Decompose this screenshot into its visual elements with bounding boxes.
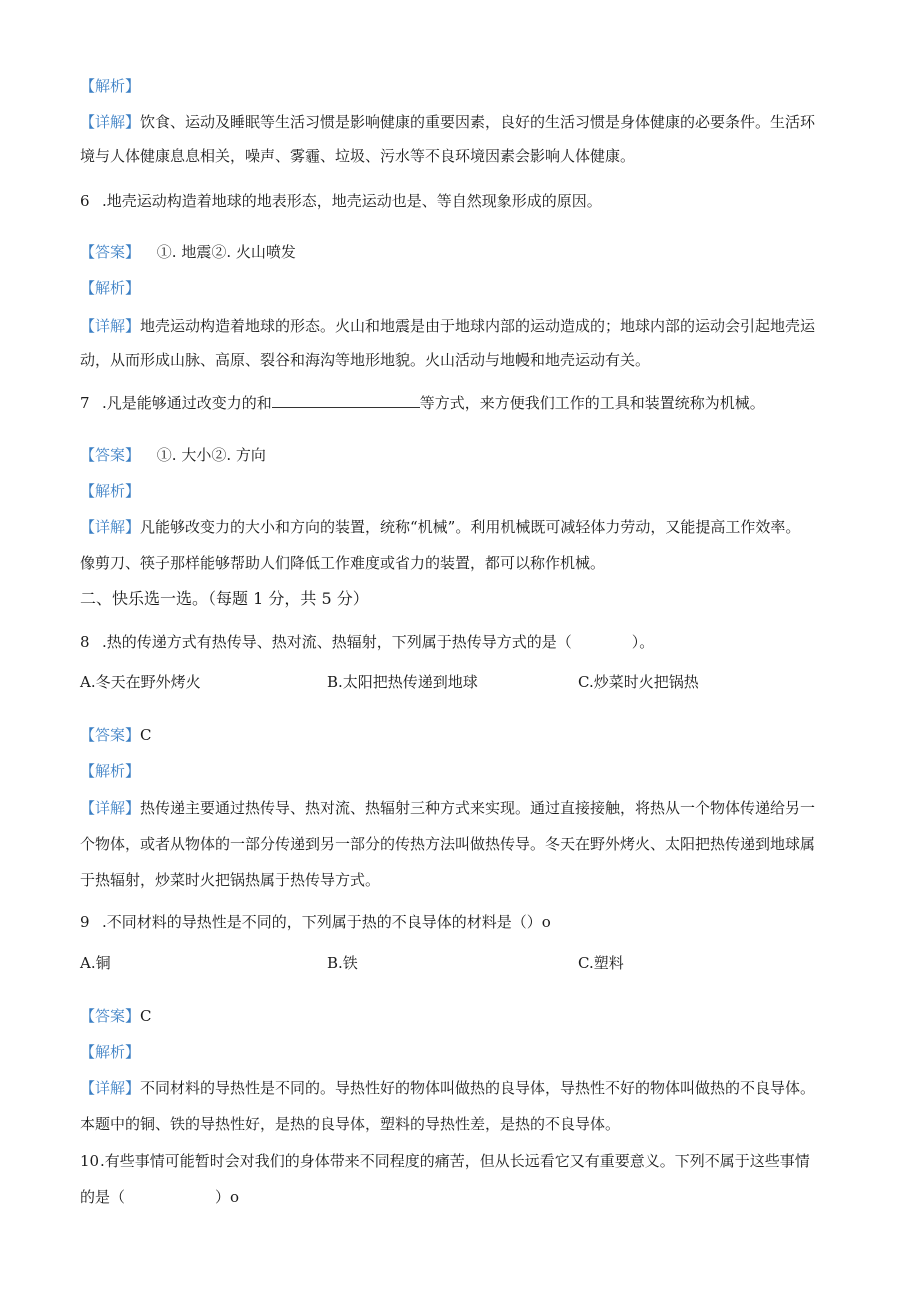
- option-a: A.冬天在野外烤火: [80, 673, 201, 691]
- section-heading: 二、快乐选一选。（每题 1 分，共 5 分）: [80, 589, 369, 608]
- question-7: [80, 393, 765, 413]
- detail-text-continued: 个物体，或者从物体的一部分传递到另一部分的传热方法叫做热传导。冬天在野外烤火、太阳把热传递到地球属: [80, 835, 816, 853]
- detail-text-continued: 于热辐射，炒菜时火把锅热属于热传导方式。: [80, 871, 381, 889]
- analysis-heading: [80, 1042, 140, 1062]
- answer-text: ①. 大小②. 方向: [156, 446, 266, 464]
- answer-text: C: [140, 1007, 152, 1025]
- detail-text: 饮食、运动及睡眠等生活习惯是影响健康的重要因素，良好的生活习惯是身体健康的必要条件。生活环: [140, 113, 816, 131]
- question-number: 6: [80, 192, 90, 210]
- detail-tag: 【详解】: [80, 1079, 141, 1097]
- question-10: [80, 1151, 810, 1171]
- detail-tag: 【详解】: [80, 518, 141, 536]
- detail-text: 凡能够改变力的大小和方向的装置，统称“机械”。利用机械既可减轻体力劳动，又能提高工作效率。: [140, 518, 801, 536]
- question-number: 8: [80, 633, 90, 651]
- option-c: C.炒菜时火把锅热: [578, 673, 699, 691]
- fill-blank: [272, 393, 420, 408]
- detail-paragraph: [80, 112, 815, 132]
- detail-paragraph: [80, 517, 800, 537]
- answer-tag: 【答案】: [80, 446, 141, 464]
- question-6: [80, 191, 602, 211]
- answer-tag: 【答案】: [80, 1007, 141, 1025]
- detail-text: 热传递主要通过热传导、热对流、热辐射三种方式来实现。通过直接接触，将热从一个物体传递给另一: [140, 799, 816, 817]
- detail-tag: 【详解】: [80, 317, 141, 335]
- detail-text-continued: 境与人体健康息息相关，噪声、雾霾、垃圾、污水等不良环境因素会影响人体健康。: [80, 147, 636, 165]
- answer-line: [80, 725, 152, 745]
- question-number: 10: [80, 1152, 100, 1170]
- option-a: A.铜: [80, 954, 111, 972]
- analysis-tag: 【解析】: [80, 77, 141, 95]
- question-text: .凡是能够通过改变力的和: [102, 394, 272, 412]
- analysis-heading: [80, 278, 140, 298]
- question-text: .有些事情可能暂时会对我们的身体带来不同程度的痛苦，但从长远看它又有重要意义。下列不属于这些事情: [100, 1152, 810, 1170]
- analysis-heading: [80, 481, 140, 501]
- question-number: 9: [80, 913, 90, 931]
- detail-text: 地壳运动构造着地球的形态。火山和地震是由于地球内部的运动造成的；地球内部的运动会引起地壳运: [140, 317, 816, 335]
- answer-line: [80, 242, 296, 262]
- question-text-continued: 的是（ ）o: [80, 1188, 240, 1206]
- answer-text: ①. 地震②. 火山喷发: [156, 243, 296, 261]
- question-text: .地壳运动构造着地球的地表形态，地壳运动也是、等自然现象形成的原因。: [102, 192, 602, 210]
- detail-text: 不同材料的导热性是不同的。导热性好的物体叫做热的良导体，导热性不好的物体叫做热的不良导体。: [140, 1079, 816, 1097]
- detail-paragraph: [80, 316, 815, 336]
- answer-text: C: [140, 726, 152, 744]
- detail-paragraph: [80, 1078, 815, 1098]
- option-b: B.铁: [327, 954, 358, 972]
- detail-paragraph: [80, 798, 815, 818]
- question-text-continued: 等方式，来方便我们工作的工具和装置统称为机械。: [419, 394, 765, 412]
- answer-line: [80, 1006, 152, 1026]
- analysis-tag: 【解析】: [80, 1043, 141, 1061]
- question-text: .不同材料的导热性是不同的，下列属于热的不良导体的材料是（）o: [102, 913, 551, 931]
- question-number: 7: [80, 394, 90, 412]
- detail-text-continued: 像剪刀、筷子那样能够帮助人们降低工作难度或省力的装置，都可以称作机械。: [80, 554, 606, 572]
- question-8: [80, 632, 654, 652]
- option-c: C.塑料: [578, 954, 624, 972]
- detail-text-continued: 本题中的铜、铁的导热性好，是热的良导体，塑料的导热性差，是热的不良导体。: [80, 1115, 621, 1133]
- option-b: B.太阳把热传递到地球: [327, 673, 478, 691]
- question-9: [80, 912, 551, 932]
- detail-tag: 【详解】: [80, 113, 141, 131]
- question-text: .热的传递方式有热传导、热对流、热辐射，下列属于热传导方式的是（ ）。: [102, 633, 655, 651]
- analysis-tag: 【解析】: [80, 762, 141, 780]
- analysis-heading: [80, 761, 140, 781]
- analysis-heading: [80, 76, 140, 96]
- answer-tag: 【答案】: [80, 243, 141, 261]
- detail-tag: 【详解】: [80, 799, 141, 817]
- detail-text-continued: 动，从而形成山脉、高原、裂谷和海沟等地形地貌。火山活动与地幔和地壳运动有关。: [80, 351, 651, 369]
- answer-tag: 【答案】: [80, 726, 141, 744]
- answer-line: [80, 445, 266, 465]
- analysis-tag: 【解析】: [80, 279, 141, 297]
- analysis-tag: 【解析】: [80, 482, 141, 500]
